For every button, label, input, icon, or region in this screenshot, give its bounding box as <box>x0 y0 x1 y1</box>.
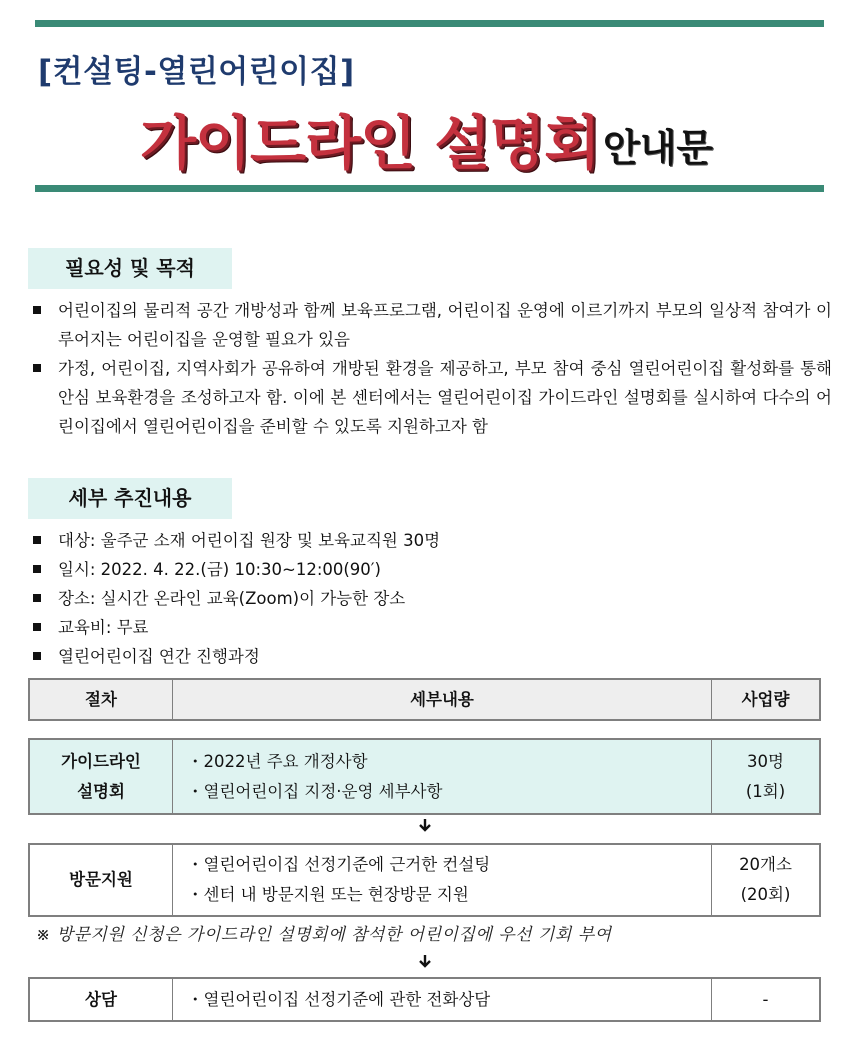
header-details: 세부내용 <box>173 680 712 719</box>
square-bullet-icon <box>33 536 41 544</box>
square-bullet-icon <box>33 565 41 573</box>
detail-line: ・열린어린이집 지정·운영 세부사항 <box>187 781 443 801</box>
detail-line: ・열린어린이집 선정기준에 관한 전화상담 <box>187 989 491 1009</box>
list-item <box>28 296 832 354</box>
arrow-down-icon <box>415 954 435 970</box>
step-cell <box>30 845 173 915</box>
amount-line: (1회) <box>745 781 786 801</box>
header-amount: 사업량 <box>741 689 790 709</box>
details-list <box>28 526 832 671</box>
list-item <box>28 526 832 555</box>
table-note: ※ 방문지원 신청은 가이드라인 설명회에 참석한 어린이집에 우선 기회 부여 <box>36 925 612 945</box>
amount-line: 20개소 <box>739 855 792 874</box>
amount-line: 30명 <box>747 751 784 771</box>
document-title-suffix: 안내문 <box>603 126 714 170</box>
step-line: 가이드라인 <box>61 751 141 771</box>
list-item-text: 장소: 실시간 온라인 교육(Zoom)이 가능한 장소 <box>58 589 406 608</box>
details-cell <box>173 740 712 813</box>
step-line: 상담 <box>85 989 117 1009</box>
list-item <box>28 584 832 613</box>
section-heading-purpose: 필요성 및 목적 <box>28 248 232 289</box>
top-rule <box>35 20 824 27</box>
list-item <box>28 613 832 642</box>
section-heading-details: 세부 추진내용 <box>28 478 232 519</box>
list-item-text: 대상: 울주군 소재 어린이집 원장 및 보육교직원 30명 <box>58 531 441 550</box>
square-bullet-icon <box>33 364 41 372</box>
square-bullet-icon <box>33 594 41 602</box>
purpose-list <box>28 296 832 441</box>
square-bullet-icon <box>33 623 41 631</box>
step-line: 방문지원 <box>69 870 133 889</box>
step-line: 설명회 <box>77 781 125 801</box>
details-cell <box>173 979 712 1020</box>
list-item <box>28 642 832 671</box>
amount-cell <box>712 979 819 1020</box>
step-cell <box>30 740 173 813</box>
table-row-guideline-session <box>28 738 821 815</box>
arrow-down-icon <box>415 818 435 834</box>
amount-line: - <box>762 989 769 1009</box>
document-title: 가이드라인 설명회 <box>140 109 600 177</box>
list-item-text: 교육비: 무료 <box>58 618 149 637</box>
amount-line: (20회) <box>740 885 791 904</box>
list-item <box>28 555 832 584</box>
detail-line: ・2022년 주요 개정사항 <box>187 751 368 771</box>
table-row-consultation <box>28 977 821 1022</box>
list-item <box>28 354 832 441</box>
list-item-text: 열린어린이집 연간 진행과정 <box>58 647 260 666</box>
table-row-visit-support <box>28 843 821 917</box>
list-item-text: 가정, 어린이집, 지역사회가 공유하여 개방된 환경을 제공하고, 부모 참여 중심 열린어린이집 활성화를 통해 안심 보육환경을 조성하고자 함. 이에 본 센터에서는 열린어린이집 가이드라인 설명회를 실시하여 다수의 어린이집에서 열린어린이집을 준비할 수 있도록 지원하고자 함 <box>58 359 832 436</box>
square-bullet-icon <box>33 652 41 660</box>
document-subtitle: [컨설팅-열린어린이집] <box>38 54 355 90</box>
step-cell <box>30 979 173 1020</box>
amount-cell <box>712 740 819 813</box>
list-item-text: 어린이집의 물리적 공간 개방성과 함께 보육프로그램, 어린이집 운영에 이르기까지 부모의 일상적 참여가 이루어지는 어린이집을 운영할 필요가 있음 <box>58 301 832 349</box>
amount-cell <box>712 845 819 915</box>
details-cell <box>173 845 712 915</box>
square-bullet-icon <box>33 306 41 314</box>
table-header-row <box>28 678 821 721</box>
detail-line: ・열린어린이집 선정기준에 근거한 컨설팅 <box>187 855 491 874</box>
detail-line: ・센터 내 방문지원 또는 현장방문 지원 <box>187 885 469 904</box>
list-item-text: 일시: 2022. 4. 22.(금) 10:30~12:00(90′) <box>58 560 381 579</box>
bottom-rule <box>35 185 824 192</box>
header-step: 절차 <box>30 680 173 719</box>
